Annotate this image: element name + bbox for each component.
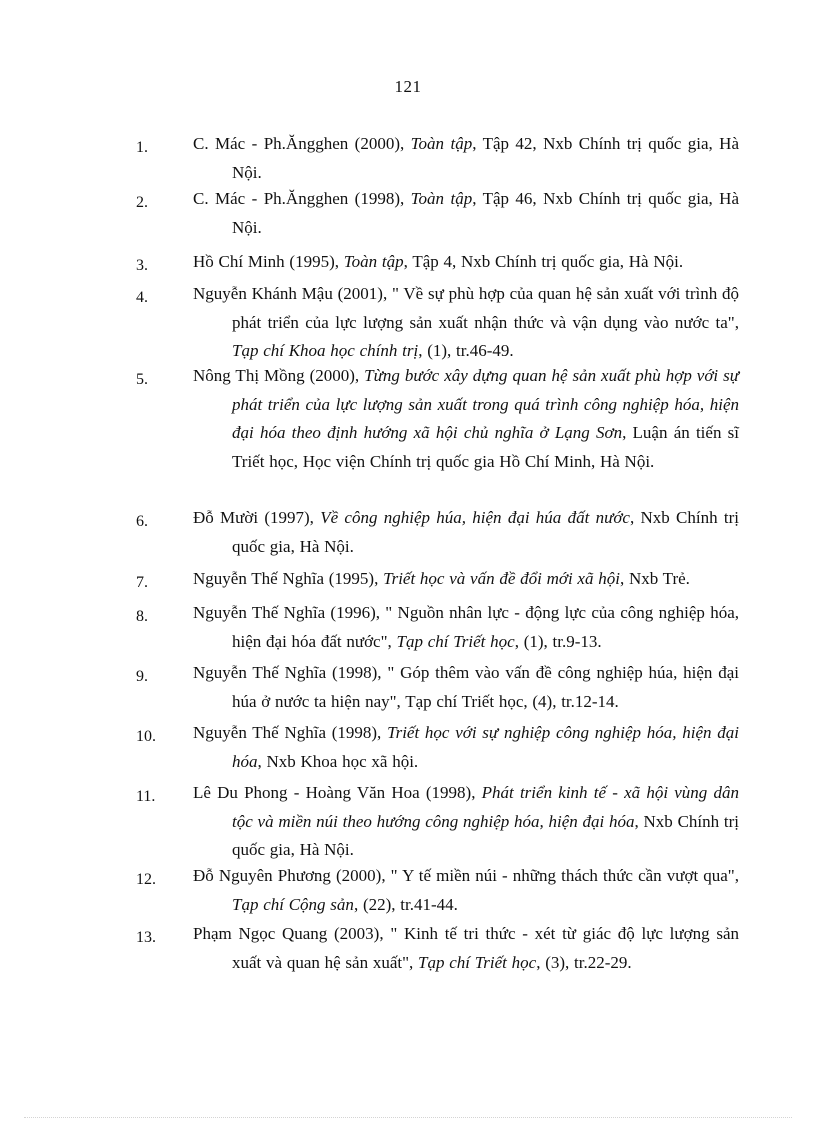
reference-text	[193, 362, 739, 476]
reference-number: 1.	[136, 139, 148, 156]
reference-segment: C. Mác - Ph.Ăngghen (1998),	[193, 189, 411, 208]
reference-text	[193, 504, 739, 561]
reference-number: 10.	[136, 728, 156, 745]
reference-title: Phát triển kinh tế - xã hội vùng dân tộc và miền núi theo hướng công nghiệp hóa, hiện đại hóa	[232, 783, 739, 831]
reference-text	[193, 659, 739, 716]
reference-title: Tạp chí Khoa học chính trị	[232, 341, 419, 360]
reference-number: 3.	[136, 257, 148, 274]
reference-title: Về công nghiệp húa, hiện đại húa đất nước	[320, 508, 630, 527]
reference-segment: , Nxb Chính trị quốc gia, Hà Nội.	[232, 508, 739, 556]
reference-number: 6.	[136, 513, 148, 530]
reference-segment: Đỗ Nguyên Phương (2000), " Y tế miền núi - những thách thức cần vượt qua",	[193, 866, 739, 885]
reference-title: Triết học với sự nghiệp công nghiệp hóa, hiện đại hóa	[232, 723, 740, 771]
reference-number: 7.	[136, 574, 148, 591]
reference-segment: Nguyễn Thế Nghĩa (1996), " Nguồn nhân lực - động lực của công nghiệp hóa, hiện đại hóa đất nước",	[193, 603, 739, 651]
reference-segment: Hồ Chí Minh (1995),	[193, 252, 344, 271]
reference-segment: Đỗ Mười (1997),	[193, 508, 321, 527]
reference-text	[193, 280, 739, 366]
footer-divider	[24, 1117, 792, 1118]
reference-segment: Nguyễn Thế Nghĩa (1998), " Góp thêm vào vấn đề công nghiệp húa, hiện đại húa ở nước ta hiện nay", Tạp chí Triết học, (4), tr.12-14.	[193, 663, 739, 711]
reference-number: 5.	[136, 371, 148, 388]
page-number: 121	[394, 77, 422, 96]
reference-segment: Nguyễn Thế Nghĩa (1995),	[193, 569, 384, 588]
reference-text	[193, 130, 739, 187]
reference-segment: , (1), tr.9-13.	[514, 631, 602, 651]
reference-segment: , Nxb Chính trị quốc gia, Hà Nội.	[232, 811, 739, 859]
reference-text	[193, 862, 739, 919]
reference-segment: , Nxb Khoa học xã hội.	[257, 751, 419, 771]
reference-segment: , Tập 4, Nxb Chính trị quốc gia, Hà Nội.	[403, 252, 684, 271]
reference-title: Tạp chí Triết học	[418, 952, 537, 972]
reference-text	[193, 920, 739, 977]
reference-number: 8.	[136, 608, 148, 625]
reference-text	[193, 779, 739, 865]
reference-text	[193, 565, 739, 594]
reference-text	[193, 719, 739, 776]
reference-segment: C. Mác - Ph.Ăngghen (2000),	[193, 134, 411, 153]
reference-segment: Phạm Ngọc Quang (2003), " Kinh tế tri thức - xét từ giác độ lực lượng sản xuất và quan hệ sản xuất",	[193, 924, 739, 972]
reference-number: 13.	[136, 929, 156, 946]
reference-segment: Nguyễn Thế Nghĩa (1998),	[193, 723, 388, 742]
reference-number: 4.	[136, 289, 148, 306]
reference-segment: , (22), tr.41-44.	[353, 894, 458, 914]
reference-number: 12.	[136, 871, 156, 888]
reference-number: 11.	[136, 788, 156, 805]
reference-segment: , Nxb Trẻ.	[619, 569, 690, 588]
reference-segment: , (1), tr.46-49.	[418, 341, 514, 360]
reference-number: 9.	[136, 668, 148, 685]
reference-text	[193, 248, 739, 277]
reference-segment: , (3), tr.22-29.	[536, 952, 632, 972]
reference-segment: , Tập 46, Nxb Chính trị quốc gia, Hà Nội.	[232, 189, 739, 237]
reference-title: Triết học và vấn đề đổi mới xã hội	[383, 569, 620, 588]
reference-title: Toàn tập	[410, 134, 473, 153]
reference-title: Tạp chí Triết học	[396, 631, 515, 651]
reference-text	[193, 599, 739, 656]
reference-segment: Nông Thị Mồng (2000),	[193, 366, 365, 385]
reference-segment: Lê Du Phong - Hoàng Văn Hoa (1998),	[193, 783, 482, 802]
reference-title: Từng bước xây dựng quan hệ sản xuất phù hợp với sự phát triển của lực lượng sản xuất trong quá trình công nghiệp hóa, hiện đại hóa theo định hướng xã hội chủ nghĩa ở Lạng Sơn	[232, 366, 739, 442]
reference-segment: , Luận án tiến sĩ Triết học, Học viện Chính trị quốc gia Hồ Chí Minh, Hà Nội.	[232, 423, 739, 471]
reference-segment: Nguyễn Khánh Mậu (2001), " Về sự phù hợp của quan hệ sản xuất với trình độ phát triển của lực lượng sản xuất nhận thức và vận dụng vào nước ta",	[193, 284, 739, 332]
reference-number: 2.	[136, 194, 148, 211]
reference-title: Toàn tập	[343, 252, 404, 271]
reference-title: Toàn tập	[410, 189, 473, 208]
reference-title: Tạp chí Cộng sản	[232, 894, 354, 914]
reference-segment: , Tập 42, Nxb Chính trị quốc gia, Hà Nội.	[232, 134, 739, 182]
reference-text	[193, 185, 739, 242]
